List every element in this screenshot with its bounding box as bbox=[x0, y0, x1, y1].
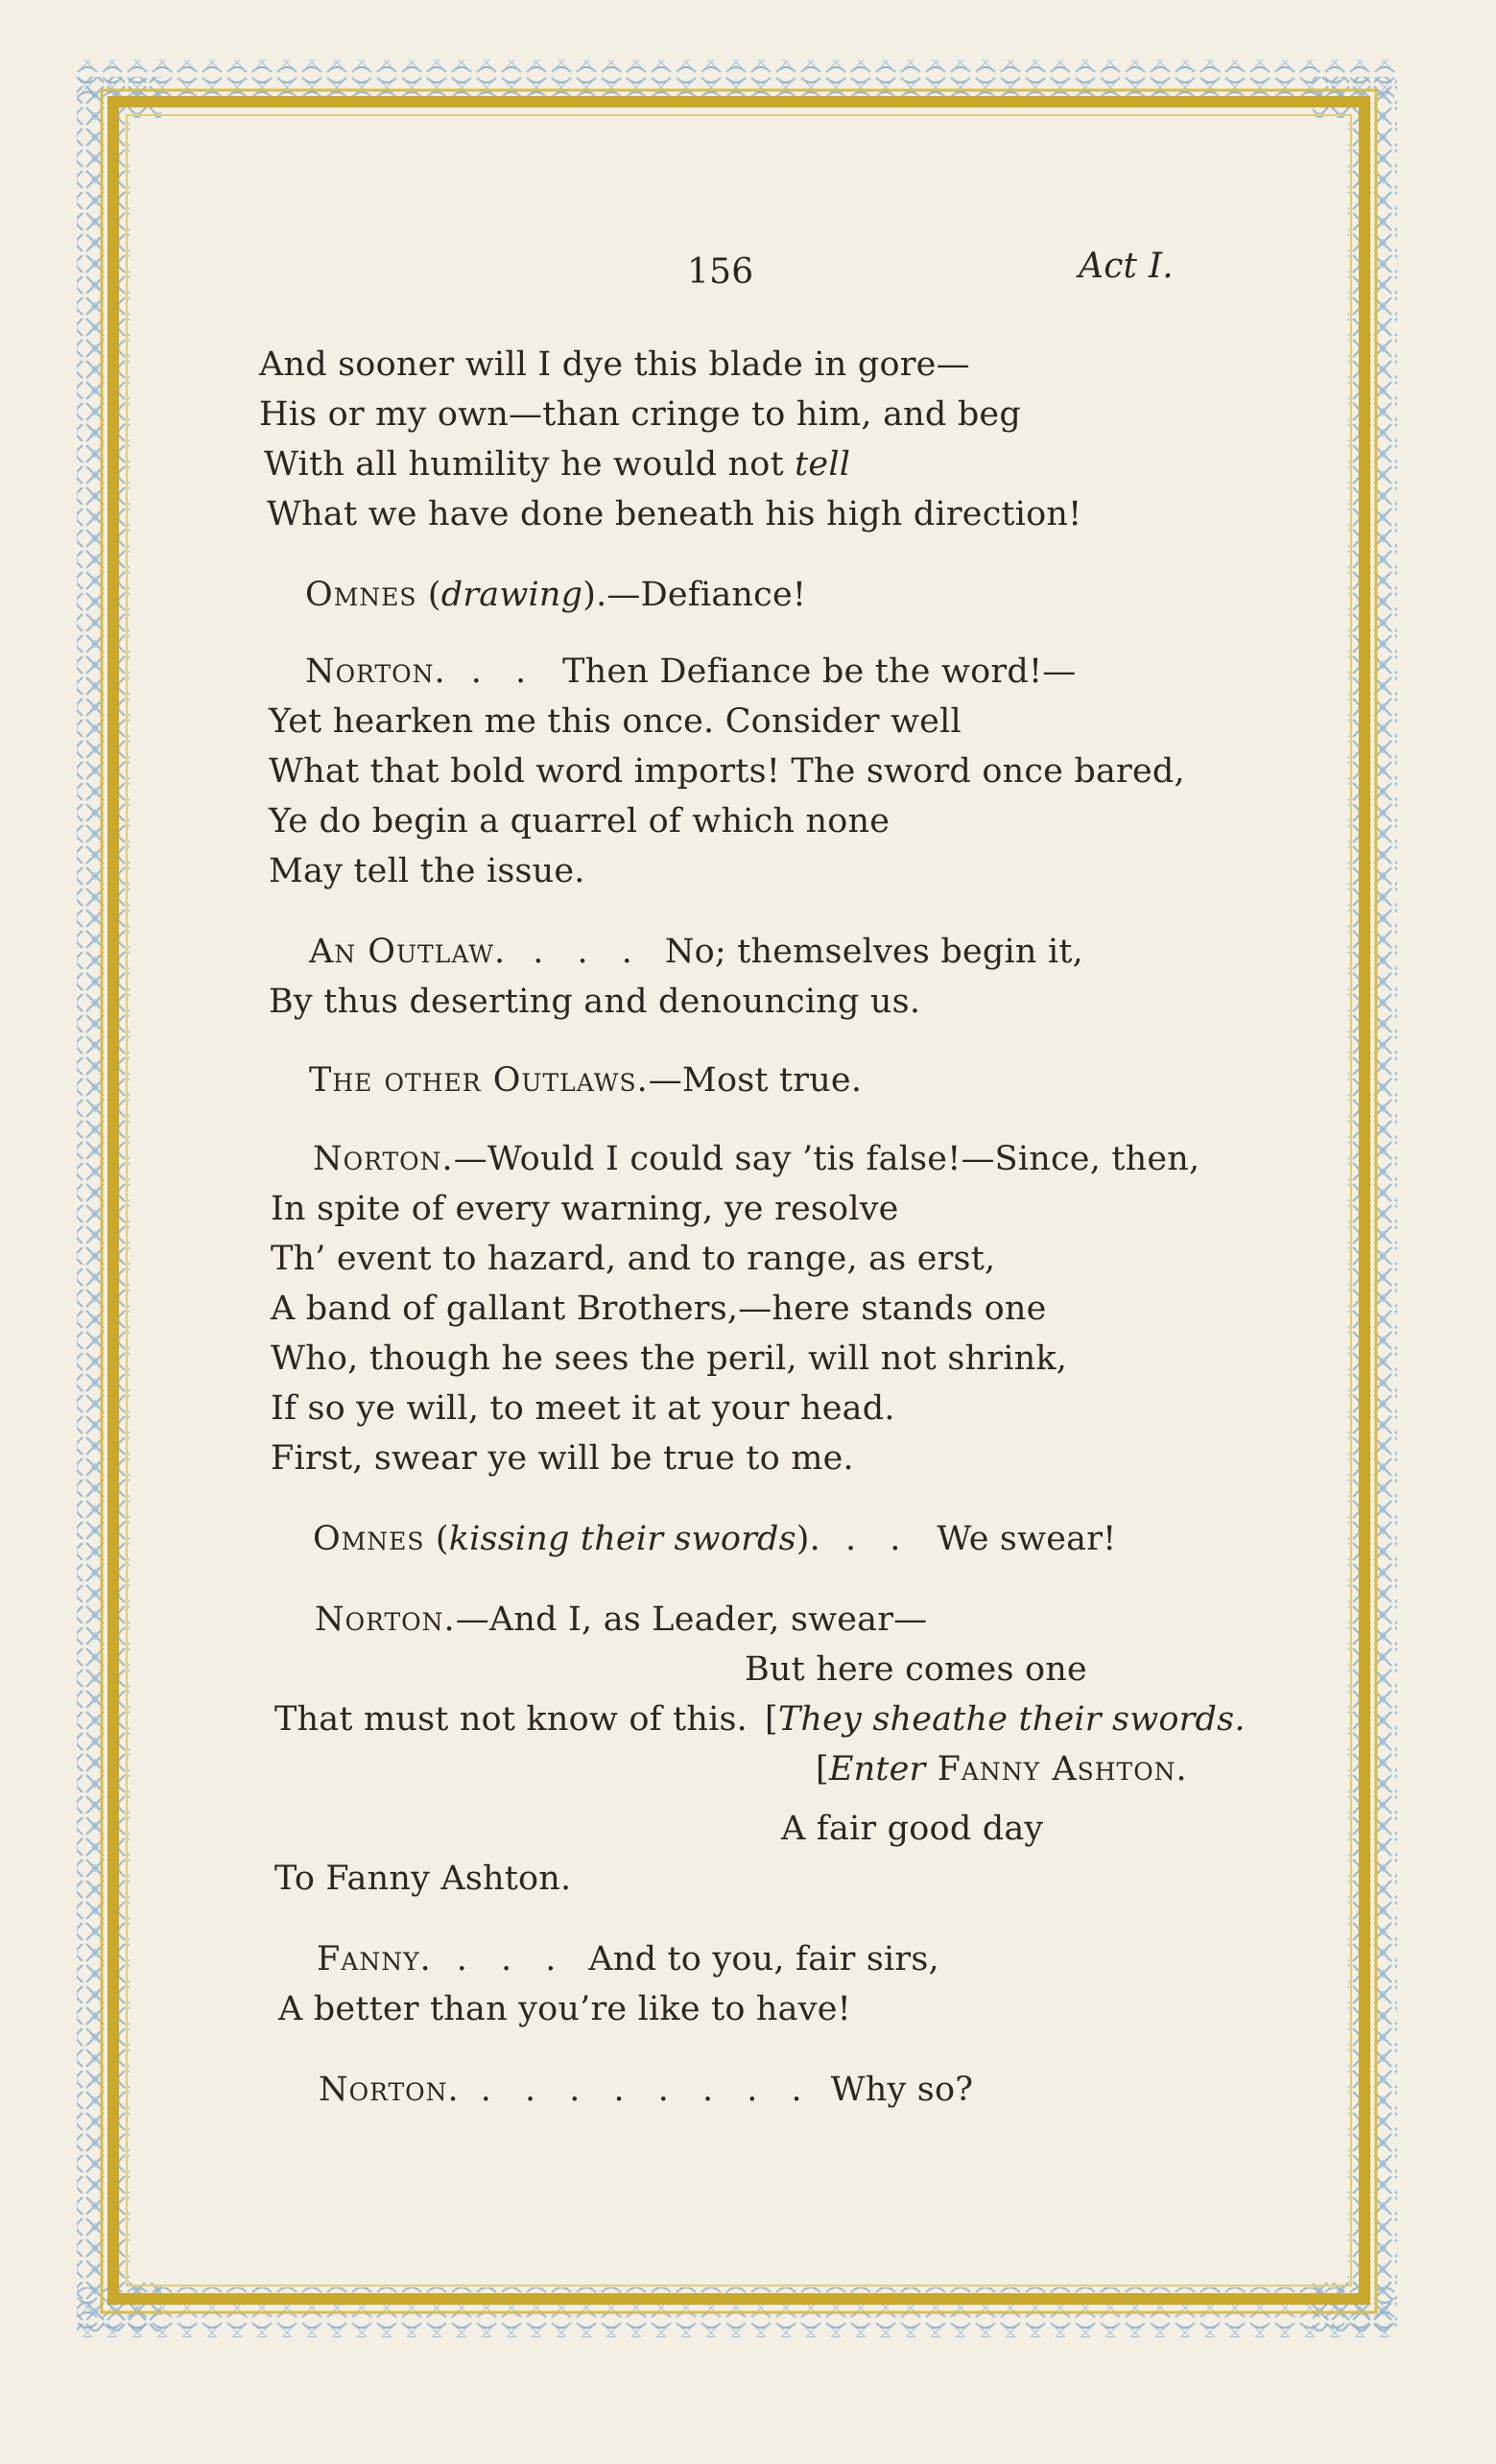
speech-line: An Outlaw. . . . No; themselves begin it, bbox=[309, 933, 1083, 971]
text-line: And sooner will I dye this blade in gore— bbox=[259, 345, 970, 384]
page-number: 156 bbox=[687, 252, 754, 292]
speech-line: Omnes (kissing their swords). . . We swear! bbox=[313, 1520, 1117, 1558]
text-line: That must not know of this. [They sheathe their swords. bbox=[274, 1700, 1246, 1739]
stage-direction: They sheathe their swords. bbox=[777, 1700, 1246, 1739]
text-line: In spite of every warning, ye resolve bbox=[271, 1190, 899, 1228]
stage-direction: Enter bbox=[828, 1750, 926, 1789]
text-line: A better than you’re like to have! bbox=[278, 1990, 851, 2028]
speaker-name: Norton. bbox=[305, 652, 446, 691]
text-line: Ye do begin a quarrel of which none bbox=[269, 802, 890, 841]
act-heading: Act I. bbox=[1079, 247, 1174, 286]
speech-line: Norton. . . Then Defiance be the word!— bbox=[305, 652, 1077, 691]
stage-bracket: [ bbox=[816, 1750, 829, 1789]
speaker-name: An Outlaw. bbox=[309, 933, 507, 971]
text-line: By thus deserting and denouncing us. bbox=[269, 983, 921, 1021]
text-line: A band of gallant Brothers,—here stands one bbox=[271, 1290, 1047, 1328]
speech-line: The other Outlaws.—Most true. bbox=[309, 1061, 863, 1100]
speech-line: Norton. . . . . . . . . Why so? bbox=[319, 2071, 974, 2109]
text-line: Who, though he sees the peril, will not shrink, bbox=[271, 1339, 1068, 1378]
text-line: Yet hearken me this once. Consider well bbox=[269, 702, 962, 741]
speaker-name: Norton. bbox=[319, 2071, 460, 2109]
speech-line: Fanny. . . . And to you, fair sirs, bbox=[317, 1940, 939, 1978]
text-line: His or my own—than cringe to him, and beg bbox=[259, 395, 1021, 434]
speaker-name: Fanny. bbox=[317, 1940, 432, 1978]
speaker-name: Norton. bbox=[313, 1140, 454, 1178]
stage-line bbox=[816, 1750, 1188, 1789]
speaker-name: Omnes bbox=[313, 1520, 425, 1558]
text-line: May tell the issue. bbox=[269, 852, 585, 890]
stage-bracket: [ bbox=[764, 1700, 778, 1739]
text-line: If so ye will, to meet it at your head. bbox=[271, 1389, 895, 1428]
text-line: First, swear ye will be true to me. bbox=[271, 1439, 854, 1478]
text-line: To Fanny Ashton. bbox=[274, 1860, 572, 1898]
speech-line: Norton.—Would I could say ’tis false!—Since, then, bbox=[313, 1140, 1200, 1178]
text-line: What that bold word imports! The sword once bared, bbox=[269, 752, 1185, 791]
text-line: But here comes one bbox=[745, 1650, 1087, 1689]
speaker-name: Omnes bbox=[305, 576, 417, 614]
text-line: What we have done beneath his high direction! bbox=[267, 495, 1082, 533]
speech-line: Norton.—And I, as Leader, swear— bbox=[315, 1600, 928, 1639]
text-line: Th’ event to hazard, and to range, as erst, bbox=[271, 1240, 996, 1278]
speaker-name: Fanny Ashton. bbox=[925, 1750, 1188, 1789]
text-line: A fair good day bbox=[781, 1810, 1044, 1848]
speech-line: Omnes (drawing).—Defiance! bbox=[305, 576, 807, 614]
text-line: With all humility he would not tell bbox=[264, 445, 851, 484]
speaker-name: The other Outlaws. bbox=[309, 1061, 649, 1100]
speaker-name: Norton. bbox=[315, 1600, 456, 1639]
